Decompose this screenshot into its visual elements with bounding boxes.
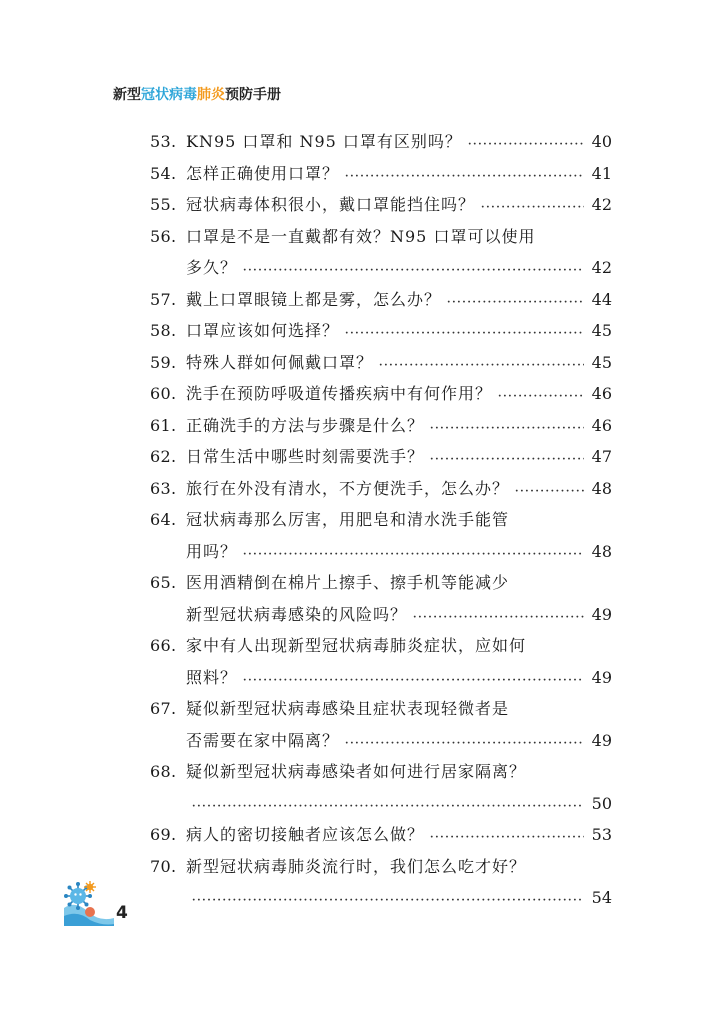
dot-leader (192, 791, 584, 823)
toc-entry-number: 67. (150, 699, 177, 718)
toc-entry-page: 40 (591, 132, 612, 151)
dot-leader (413, 602, 584, 634)
toc-entry-title: 新型冠状病毒肺炎流行时，我们怎么吃才好？ (186, 856, 527, 876)
toc-entry-line (150, 756, 612, 788)
header-part-2: 冠状病毒 (141, 87, 197, 103)
toc-entry-title: 正确洗手的方法与步骤是什么？ (186, 415, 425, 435)
toc-entry-title: 口罩是不是一直戴都有效？N95 口罩可以使用 (186, 226, 536, 246)
toc-entry-page: 47 (591, 447, 612, 466)
dot-leader (430, 413, 584, 445)
toc-entry (150, 567, 612, 630)
toc-entry-number: 66. (150, 636, 177, 655)
toc-entry-title: 日常生活中哪些时刻需要洗手？ (186, 447, 425, 466)
toc-entry-title: 冠状病毒体积很小，戴口罩能挡住吗？ (186, 195, 476, 214)
page-number: 4 (116, 903, 128, 923)
header-part-4: 预防手册 (225, 87, 281, 103)
toc-entry-line (150, 473, 612, 505)
toc-entry-title: KN95 口罩和 N95 口罩有区别吗？ (186, 132, 462, 151)
toc-entry-title: 特殊人群如何佩戴口罩？ (186, 352, 374, 372)
toc-entry (150, 630, 612, 693)
toc-entry-number: 59. (150, 352, 177, 372)
table-of-contents (150, 126, 612, 914)
toc-entry-title: 怎样正确使用口罩？ (186, 163, 340, 183)
toc-entry-line (150, 819, 612, 851)
toc-entry-number: 53. (150, 132, 177, 151)
header-part-3: 肺炎 (197, 87, 225, 103)
dot-leader (481, 192, 584, 224)
toc-entry-line (150, 504, 612, 536)
toc-entry (150, 473, 612, 505)
toc-entry-title: 冠状病毒那么厉害，用肥皂和清水洗手能管 (186, 510, 510, 529)
toc-entry-title: 病人的密切接触者应该怎么做？ (186, 825, 425, 844)
toc-entry (150, 504, 612, 567)
toc-entry-title: 洗手在预防呼吸道传播疾病中有何作用？ (186, 384, 493, 403)
toc-entry (150, 221, 612, 284)
toc-entry (150, 441, 612, 473)
toc-entry-line (150, 599, 612, 631)
toc-entry-number: 54. (150, 163, 177, 183)
toc-entry-page: 54 (591, 888, 612, 907)
toc-entry-title: 戴上口罩眼镜上都是雾，怎么办？ (186, 289, 442, 309)
toc-entry-number: 69. (150, 825, 177, 844)
toc-entry-page: 48 (591, 478, 612, 498)
toc-entry-title: 旅行在外没有清水，不方便洗手，怎么办？ (186, 478, 510, 498)
toc-entry-title: 口罩应该如何选择？ (186, 321, 340, 340)
toc-entry-number: 61. (150, 415, 177, 435)
toc-entry-line (150, 567, 612, 599)
dot-leader (515, 476, 584, 508)
virus-mascot-icon (62, 878, 114, 926)
toc-entry-line (150, 536, 612, 568)
toc-entry-number: 60. (150, 384, 177, 403)
toc-entry-line (150, 725, 612, 757)
toc-entry-line (150, 662, 612, 694)
dot-leader (498, 381, 584, 413)
toc-entry-number: 55. (150, 195, 177, 214)
toc-entry (150, 126, 612, 158)
toc-entry (150, 347, 612, 379)
toc-entry-page: 42 (591, 195, 612, 214)
toc-entry-line (150, 410, 612, 442)
dot-leader (243, 255, 584, 287)
toc-entry (150, 158, 612, 190)
toc-entry-page: 53 (591, 825, 612, 844)
toc-entry-page: 49 (591, 667, 612, 687)
toc-entry-title: 用吗？ (186, 541, 238, 561)
toc-entry-number: 65. (150, 573, 177, 592)
toc-entry-number: 64. (150, 510, 177, 529)
toc-entry (150, 410, 612, 442)
dot-leader (430, 822, 584, 854)
dot-leader (430, 444, 584, 476)
toc-entry-line (150, 378, 612, 410)
toc-entry-line (150, 347, 612, 379)
toc-entry-line (150, 221, 612, 253)
toc-entry-line (150, 252, 612, 284)
toc-entry-line (150, 851, 612, 883)
toc-entry-title: 新型冠状病毒感染的风险吗？ (186, 604, 408, 624)
dot-leader (345, 728, 584, 760)
toc-entry-page: 49 (591, 604, 612, 624)
toc-entry-page: 45 (591, 321, 612, 340)
toc-entry-line (150, 158, 612, 190)
toc-entry-line (150, 693, 612, 725)
header-part-1: 新型 (113, 87, 141, 103)
toc-entry-title: 照料？ (186, 667, 238, 687)
toc-entry-page: 49 (591, 730, 612, 750)
toc-entry-page: 50 (591, 793, 612, 813)
toc-entry-page: 44 (591, 289, 612, 309)
toc-entry-number: 68. (150, 762, 177, 781)
toc-entry-title: 疑似新型冠状病毒感染者如何进行居家隔离？ (186, 762, 527, 781)
toc-entry-page: 46 (591, 384, 612, 403)
dot-leader (345, 161, 584, 193)
toc-entry-title: 疑似新型冠状病毒感染且症状表现轻微者是 (186, 699, 510, 718)
toc-entry (150, 284, 612, 316)
toc-entry-line (150, 441, 612, 473)
toc-entry-page: 41 (591, 163, 612, 183)
toc-entry-line (150, 315, 612, 347)
toc-entry-number: 58. (150, 321, 177, 340)
toc-entry (150, 378, 612, 410)
toc-entry-number: 57. (150, 289, 177, 309)
toc-entry-number: 62. (150, 447, 177, 466)
dot-leader (192, 885, 584, 917)
toc-entry-page: 45 (591, 352, 612, 372)
dot-leader (243, 539, 584, 571)
toc-entry-number: 63. (150, 478, 177, 498)
dot-leader (468, 129, 584, 161)
dot-leader (345, 318, 584, 350)
toc-entry (150, 851, 612, 914)
toc-entry-line (150, 189, 612, 221)
toc-entry (150, 693, 612, 756)
toc-entry (150, 189, 612, 221)
running-header (113, 84, 281, 104)
toc-entry-title: 否需要在家中隔离？ (186, 730, 340, 750)
toc-entry-line (150, 630, 612, 662)
dot-leader (447, 287, 584, 319)
toc-entry-line (150, 126, 612, 158)
toc-entry-title: 家中有人出现新型冠状病毒肺炎症状，应如何 (186, 636, 527, 655)
toc-entry-line (150, 284, 612, 316)
toc-entry-line (150, 882, 612, 914)
toc-entry-title: 医用酒精倒在棉片上擦手、擦手机等能减少 (186, 573, 510, 592)
toc-entry-title: 多久？ (186, 258, 238, 277)
toc-entry (150, 315, 612, 347)
toc-entry (150, 819, 612, 851)
dot-leader (243, 665, 584, 697)
toc-entry-page: 42 (591, 258, 612, 277)
toc-entry-number: 70. (150, 856, 177, 876)
toc-entry-line (150, 788, 612, 820)
toc-entry (150, 756, 612, 819)
toc-entry-page: 48 (591, 541, 612, 561)
toc-entry-page: 46 (591, 415, 612, 435)
toc-entry-number: 56. (150, 226, 177, 246)
dot-leader (379, 350, 584, 382)
